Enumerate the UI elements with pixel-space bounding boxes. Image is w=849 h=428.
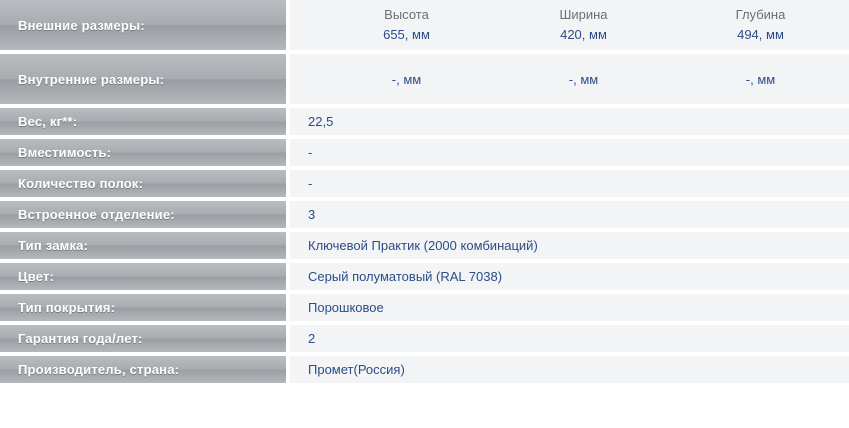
- table-row: [0, 232, 849, 263]
- dimensions-group: [308, 73, 849, 86]
- table-row: [0, 54, 849, 108]
- row-value-coating-type: [290, 294, 849, 325]
- manufacturer-value: Промет(Россия): [308, 362, 405, 377]
- dimension-depth-value: 494, мм: [737, 27, 784, 42]
- row-label-warranty: Гарантия года/лет:: [0, 325, 290, 356]
- shelves-count-value: -: [308, 176, 313, 191]
- table-row: [0, 139, 849, 170]
- internal-dimension-depth-value: -, мм: [745, 71, 776, 87]
- dimension-depth: [672, 5, 849, 45]
- row-label-lock-type: Тип замка:: [0, 232, 290, 263]
- internal-dimension-height-value: -, мм: [391, 71, 422, 87]
- dimension-width: [495, 5, 672, 45]
- row-value-warranty: [290, 325, 849, 356]
- internal-dimension-depth: [672, 73, 849, 86]
- table-row: [0, 108, 849, 139]
- dimension-height: [318, 5, 495, 45]
- row-value-capacity: [290, 139, 849, 170]
- row-value-built-in-compartment: [290, 201, 849, 232]
- row-label-external-dimensions: Внешние размеры:: [0, 0, 290, 54]
- row-label-internal-dimensions: Внутренние размеры:: [0, 54, 290, 108]
- row-label-built-in-compartment: Встроенное отделение:: [0, 201, 290, 232]
- internal-dimension-width-value: -, мм: [568, 71, 599, 87]
- table-row: [0, 201, 849, 232]
- row-label-shelves-count: Количество полок:: [0, 170, 290, 201]
- table-row: [0, 263, 849, 294]
- row-value-lock-type: [290, 232, 849, 263]
- row-value-manufacturer: [290, 356, 849, 387]
- row-label-coating-type: Тип покрытия:: [0, 294, 290, 325]
- built-in-compartment-value: 3: [308, 207, 316, 222]
- dimensions-group: [308, 5, 849, 45]
- dimension-depth-label: Глубина: [735, 6, 786, 22]
- table-row: [0, 294, 849, 325]
- dimension-width-label: Ширина: [559, 6, 608, 22]
- table-row: [0, 170, 849, 201]
- row-value-shelves-count: [290, 170, 849, 201]
- color-value: Серый полуматовый (RAL 7038): [308, 269, 503, 284]
- internal-dimension-width: [495, 73, 672, 86]
- row-label-weight: Вес, кг**:: [0, 108, 290, 139]
- dimension-width-value: 420, мм: [560, 27, 607, 42]
- table-row: [0, 356, 849, 387]
- row-value-internal-dimensions: [290, 54, 849, 108]
- weight-value: 22,5: [308, 114, 334, 129]
- row-value-external-dimensions: [290, 0, 849, 54]
- dimension-height-value: 655, мм: [383, 27, 430, 42]
- warranty-value: 2: [308, 331, 316, 346]
- row-label-capacity: Вместимость:: [0, 139, 290, 170]
- table-row: [0, 0, 849, 54]
- capacity-value: -: [308, 145, 313, 160]
- row-value-weight: [290, 108, 849, 139]
- internal-dimension-height: [318, 73, 495, 86]
- row-value-color: [290, 263, 849, 294]
- row-label-color: Цвет:: [0, 263, 290, 294]
- coating-type-value: Порошковое: [308, 300, 384, 315]
- row-label-manufacturer: Производитель, страна:: [0, 356, 290, 387]
- dimension-height-label: Высота: [384, 6, 429, 22]
- table-row: [0, 325, 849, 356]
- lock-type-value: Ключевой Практик (2000 комбинаций): [308, 238, 538, 253]
